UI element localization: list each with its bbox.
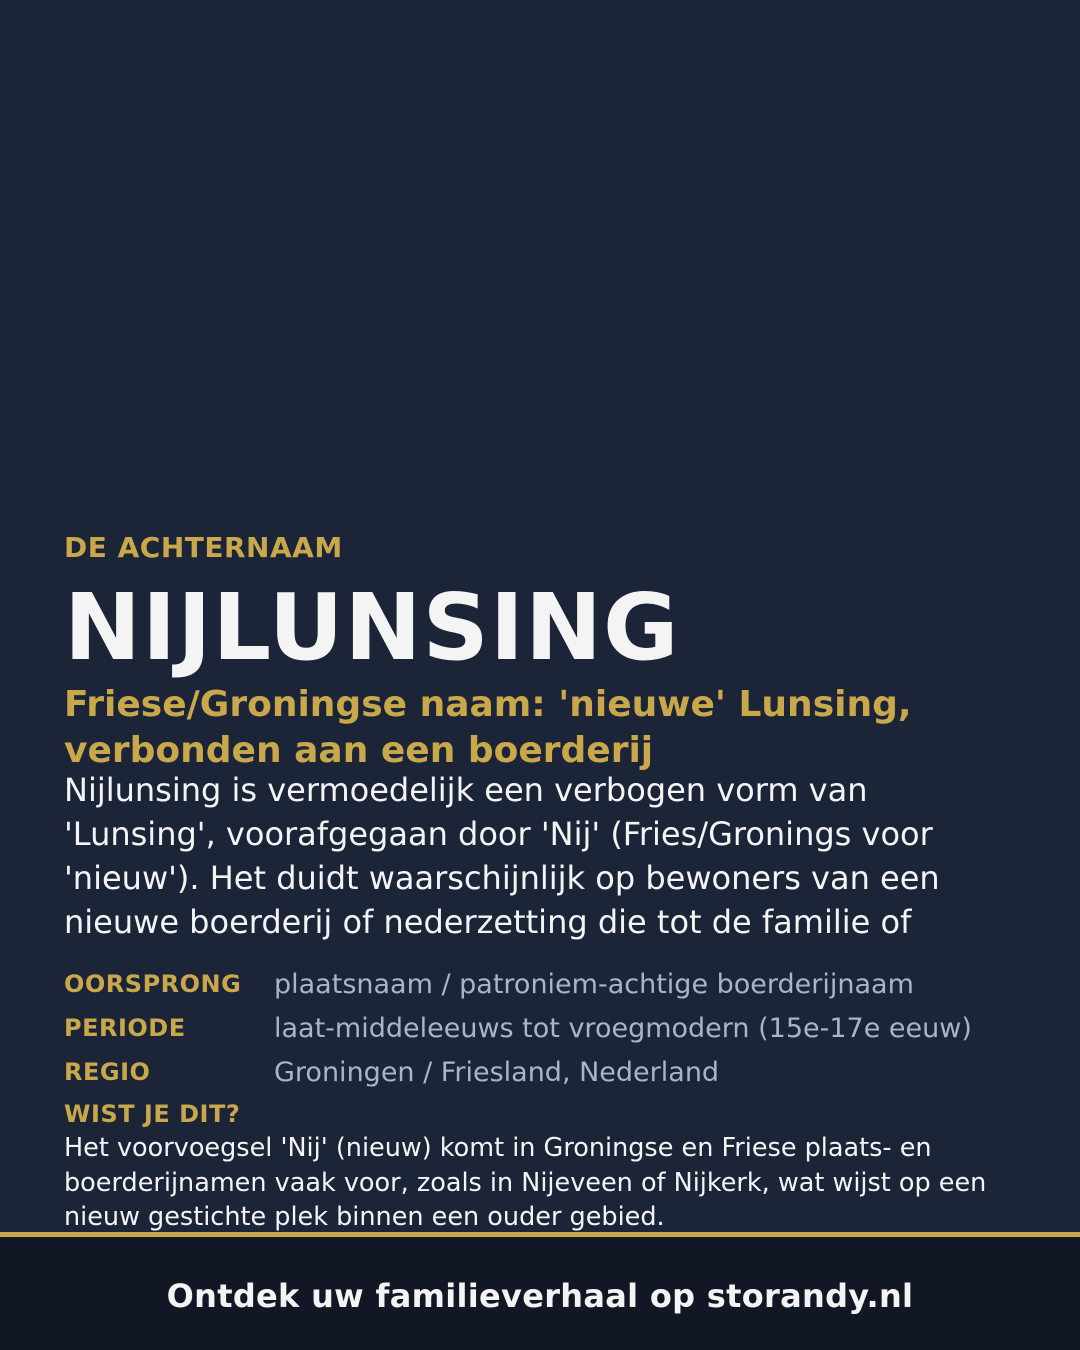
fact-value: plaatsnaam / patroniem-achtige boerderijnaam bbox=[274, 968, 914, 1000]
surname-description: Nijlunsing is vermoedelijk een verbogen vorm van 'Lunsing', voorafgegaan door 'Nij' (Fries/Gronings voor 'nieuw'). Het duidt waarschijnlijk op bewoners van een nieuwe boerderij of nederzetting die tot de familie of bbox=[64, 771, 940, 941]
fact-label: OORSPRONG bbox=[64, 970, 242, 998]
fact-row-origin bbox=[64, 962, 1024, 1006]
fact-label: REGIO bbox=[64, 1058, 151, 1086]
surname-title: NIJLUNSING bbox=[64, 574, 680, 681]
surname-subtitle: Friese/Groningse naam: 'nieuwe' Lunsing, verbonden aan een boerderij bbox=[64, 684, 912, 771]
fact-value: laat-middeleeuws tot vroegmodern (15e-17e eeuw) bbox=[274, 1012, 972, 1044]
did-you-know-label: WIST JE DIT? bbox=[64, 1100, 241, 1128]
footer-cta: Ontdek uw familieverhaal op storandy.nl bbox=[166, 1276, 914, 1315]
fact-row-region bbox=[64, 1050, 1024, 1094]
did-you-know-text: Het voorvoegsel 'Nij' (nieuw) komt in Groningse en Friese plaats- en boerderijnamen vaak voor, zoals in Nijeveen of Nijkerk, wat wijst op een nieuw gestichte plek binnen een ouder gebied. bbox=[64, 1133, 987, 1232]
footer-banner bbox=[0, 1232, 1080, 1350]
fact-value: Groningen / Friesland, Nederland bbox=[274, 1056, 720, 1088]
eyebrow-label: DE ACHTERNAAM bbox=[64, 531, 343, 564]
fact-row-period bbox=[64, 1006, 1024, 1050]
facts-list bbox=[64, 962, 1024, 1094]
fact-label: PERIODE bbox=[64, 1014, 186, 1042]
